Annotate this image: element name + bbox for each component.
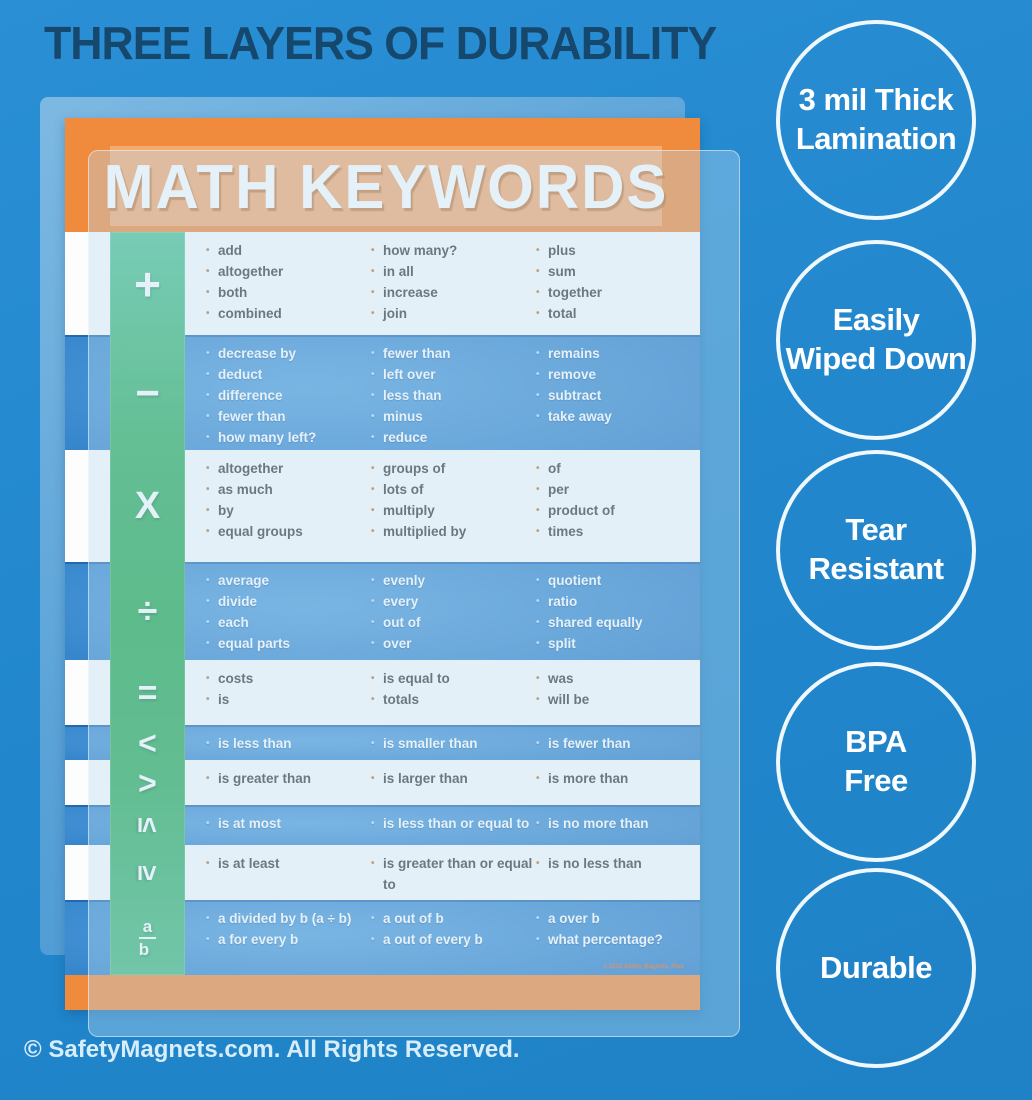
keyword-item: • a divided by b (a ÷ b)	[205, 908, 365, 929]
feature-badge-lamination	[776, 20, 976, 220]
page-copyright: © SafetyMagnets.com. All Rights Reserved.	[24, 1036, 520, 1063]
keyword-row-plus	[65, 232, 700, 335]
keyword-column	[205, 760, 365, 789]
keyword-column	[205, 660, 365, 710]
less-than-symbol-icon: <	[138, 724, 157, 761]
keyword-item: • altogether	[205, 458, 365, 479]
keyword-item: • equal parts	[205, 633, 365, 654]
keyword-item: • is greater than	[205, 768, 365, 789]
keyword-row-multiply	[65, 450, 700, 562]
keyword-item: • less than	[370, 385, 542, 406]
keyword-item: • lots of	[370, 479, 542, 500]
keyword-row-greater-than-or-equal	[65, 845, 700, 900]
keyword-item: • a out of every b	[370, 929, 542, 950]
keyword-item: • reduce	[370, 427, 542, 448]
divide-symbol-icon: ÷	[137, 590, 158, 631]
keyword-item: • totals	[370, 689, 542, 710]
keyword-item: • evenly	[370, 570, 542, 591]
keyword-item: • a out of b	[370, 908, 542, 929]
keyword-item: • how many?	[370, 240, 542, 261]
keyword-column	[535, 725, 695, 754]
badge-label-line: Lamination	[795, 121, 957, 156]
feature-badge-wipe-down	[776, 240, 976, 440]
keyword-row-less-than-or-equal	[65, 805, 700, 845]
badge-label-line: BPA	[845, 724, 907, 760]
keyword-item: • ratio	[535, 591, 695, 612]
keyword-item: • quotient	[535, 570, 695, 591]
keyword-item: • a for every b	[205, 929, 365, 950]
equals-symbol-icon: =	[137, 673, 158, 712]
keyword-column	[370, 845, 542, 895]
keyword-item: • in all	[370, 261, 542, 282]
keyword-item: • divide	[205, 591, 365, 612]
keyword-item: • increase	[370, 282, 542, 303]
badge-label-line: Wiped Down	[785, 341, 967, 376]
keyword-column	[205, 562, 365, 654]
keyword-item: • what percentage?	[535, 929, 695, 950]
keyword-item: • a over b	[535, 908, 695, 929]
poster-header	[103, 146, 669, 226]
keyword-item: • is less than	[205, 733, 365, 754]
feature-badge-bpa-free	[776, 662, 976, 862]
keyword-item: • is	[205, 689, 365, 710]
keyword-item: • both	[205, 282, 365, 303]
keyword-column	[370, 725, 542, 754]
keyword-column	[205, 900, 365, 950]
keyword-column	[370, 562, 542, 654]
keyword-row-equals	[65, 660, 700, 725]
keyword-item: • join	[370, 303, 542, 324]
keyword-row-minus	[65, 335, 700, 450]
keyword-item: • of	[535, 458, 695, 479]
keyword-item: • left over	[370, 364, 542, 385]
greater-than-symbol-icon: >	[138, 764, 157, 801]
plus-symbol-icon: +	[134, 257, 161, 310]
keyword-item: • costs	[205, 668, 365, 689]
keyword-item: • fewer than	[205, 406, 365, 427]
keyword-item: • sum	[535, 261, 695, 282]
keyword-column	[370, 660, 542, 710]
keyword-column	[370, 900, 542, 950]
multiply-symbol-icon: X	[134, 485, 161, 527]
keyword-item: • multiply	[370, 500, 542, 521]
keyword-row-divide	[65, 562, 700, 660]
keyword-item: • add	[205, 240, 365, 261]
keyword-item: • each	[205, 612, 365, 633]
keyword-column	[370, 760, 542, 789]
badge-label-line: Durable	[820, 949, 932, 985]
badge-label-line: Tear	[845, 512, 907, 548]
keyword-column	[205, 845, 365, 874]
keyword-item: • minus	[370, 406, 542, 427]
feature-badge-tear-resistant	[776, 450, 976, 650]
keyword-item: • is less than or equal to	[370, 813, 542, 834]
poster-small-print: © 2018 Safety Magnets, Plus	[602, 964, 684, 970]
badge-label-line: Resistant	[808, 551, 944, 586]
keyword-column	[205, 450, 365, 542]
keyword-item: • multiplied by	[370, 521, 542, 542]
keyword-item: • is smaller than	[370, 733, 542, 754]
keyword-column	[535, 562, 695, 654]
keyword-item: • times	[535, 521, 695, 542]
keyword-column	[535, 450, 695, 542]
keyword-column	[535, 232, 695, 324]
keyword-item: • subtract	[535, 385, 695, 406]
keyword-item: • is no less than	[535, 853, 695, 874]
keyword-item: • decrease by	[205, 343, 365, 364]
minus-symbol-icon: −	[135, 368, 160, 416]
keyword-item: • is at most	[205, 813, 365, 834]
keyword-column	[535, 660, 695, 710]
keyword-column	[535, 900, 695, 950]
keyword-item: • fewer than	[370, 343, 542, 364]
keyword-item: • together	[535, 282, 695, 303]
feature-badge-durable	[776, 868, 976, 1068]
keyword-item: • is larger than	[370, 768, 542, 789]
badge-label-line: Easily	[832, 302, 920, 338]
keyword-item: • split	[535, 633, 695, 654]
keyword-column	[535, 335, 695, 427]
badge-label-line: Free	[844, 763, 908, 798]
keyword-column	[370, 805, 542, 834]
keyword-item: • groups of	[370, 458, 542, 479]
keyword-column	[535, 845, 695, 874]
keyword-item: • average	[205, 570, 365, 591]
keyword-item: • plus	[535, 240, 695, 261]
keyword-item: • remove	[535, 364, 695, 385]
greater-than-or-equal-symbol-icon: ≥	[132, 864, 164, 881]
keyword-item: • is fewer than	[535, 733, 695, 754]
keyword-item: • how many left?	[205, 427, 365, 448]
keyword-column	[205, 232, 365, 324]
keyword-item: • every	[370, 591, 542, 612]
keyword-item: • take away	[535, 406, 695, 427]
keyword-item: • difference	[205, 385, 365, 406]
keyword-item: • as much	[205, 479, 365, 500]
keyword-item: • total	[535, 303, 695, 324]
keyword-rows	[65, 232, 700, 975]
keyword-item: • out of	[370, 612, 542, 633]
badge-label-line: 3 mil Thick	[798, 82, 954, 118]
keyword-item: • remains	[535, 343, 695, 364]
keyword-row-less-than	[65, 725, 700, 760]
keyword-item: • altogether	[205, 261, 365, 282]
keyword-column	[535, 805, 695, 834]
keyword-item: • is more than	[535, 768, 695, 789]
keyword-item: • per	[535, 479, 695, 500]
keyword-item: • equal groups	[205, 521, 365, 542]
keyword-column	[205, 725, 365, 754]
page-title: THREE LAYERS OF DURABILITY	[44, 17, 717, 69]
keyword-column	[370, 232, 542, 324]
keyword-item: • is at least	[205, 853, 365, 874]
keyword-item: • shared equally	[535, 612, 695, 633]
keyword-column	[205, 805, 365, 834]
keyword-column	[205, 335, 365, 448]
keyword-item: • is no more than	[535, 813, 695, 834]
keyword-item: • was	[535, 668, 695, 689]
fraction-symbol-icon: $\frac{a}{b}$	[110, 900, 185, 975]
keyword-item: • combined	[205, 303, 365, 324]
keyword-item: • over	[370, 633, 542, 654]
keyword-item: • product of	[535, 500, 695, 521]
keyword-item: • by	[205, 500, 365, 521]
keyword-column	[370, 335, 542, 448]
poster-title: MATH KEYWORDS	[103, 151, 669, 221]
keyword-item: • is greater than or equal to	[370, 853, 542, 895]
keyword-item: • will be	[535, 689, 695, 710]
keyword-item: • deduct	[205, 364, 365, 385]
keyword-row-greater-than	[65, 760, 700, 805]
keyword-column	[370, 450, 542, 542]
keyword-column	[535, 760, 695, 789]
less-than-or-equal-symbol-icon: ≤	[132, 817, 164, 833]
math-keywords-poster	[65, 118, 700, 1010]
keyword-item: • is equal to	[370, 668, 542, 689]
